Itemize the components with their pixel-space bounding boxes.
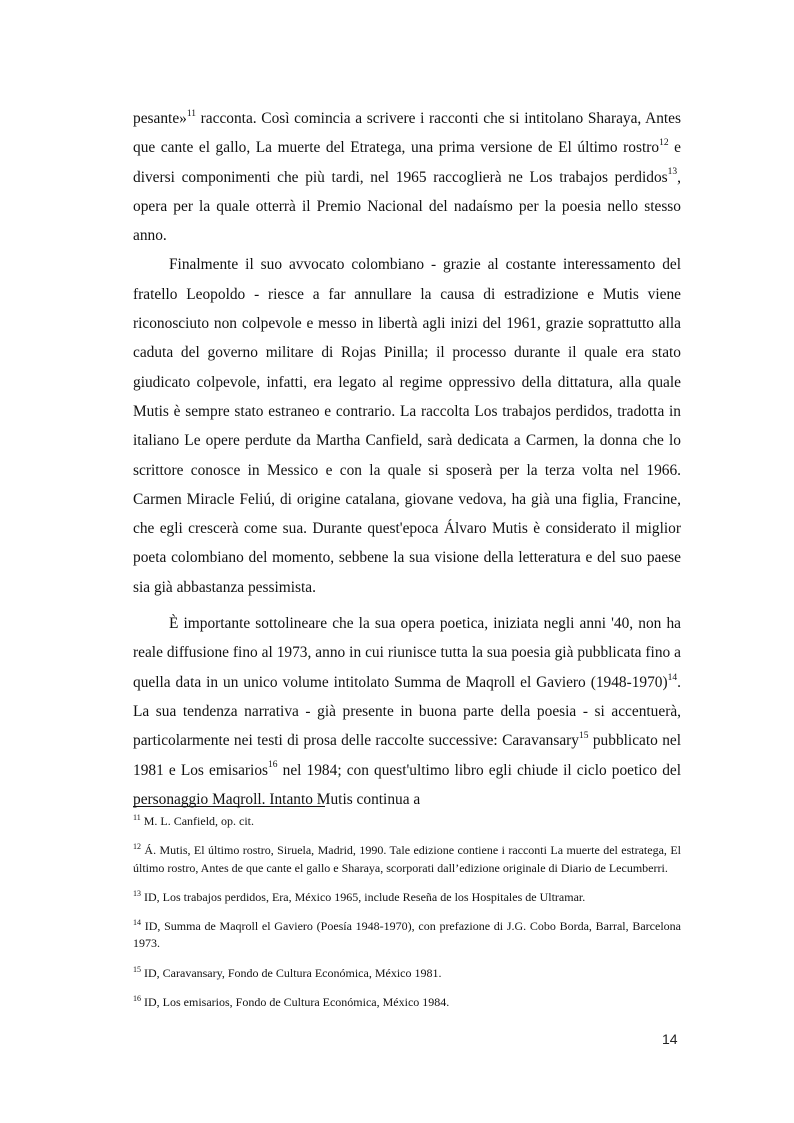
- footnote-number: 16: [133, 993, 141, 1003]
- page-number: 14: [662, 1031, 678, 1047]
- footnote-ref[interactable]: 14: [667, 672, 678, 683]
- footnote-number: 15: [133, 964, 141, 974]
- footnote-ref[interactable]: 15: [579, 731, 589, 742]
- paragraph-text: È importante sottolineare che la sua opera poetica, iniziata negli anni '40, non ha reale diffusione fino al 1973, anno in cui riunisce tutta la sua poesia già pubblicata fino a quella data in un unico volume intitolato Summa de Maqroll el Gaviero (1948-1970): [133, 615, 681, 691]
- footnote-ref[interactable]: 13: [667, 167, 678, 178]
- paragraph-text: pubblicato nel 1981 e Los emisarios: [133, 732, 681, 779]
- paragraph-3: [133, 609, 681, 814]
- footnotes: [133, 813, 681, 1023]
- body-text: [133, 104, 681, 814]
- footnote-number: 12: [133, 842, 141, 852]
- paragraph-text: nel 1984; con quest'ultimo libro egli chiude il ciclo poetico del personaggio Maqroll. Intanto Mutis continua a: [133, 761, 681, 808]
- paragraph-2: Finalmente il suo avvocato colombiano - grazie al costante interessamento del fratello Leopoldo - riesce a far annullare la causa di estradizione e Mutis viene riconosciuto non colpevole e messo in libertà agli inizi del 1961, grazie soprattutto alla caduta del governo militare di Rojas Pinilla; il processo durante il quale era stato giudicato colpevole, infatti, era legato al regime oppressivo della dittatura, alla quale Mutis è sempre stato estraneo e contrario. La raccolta Los trabajos perdidos, tradotta in italiano Le opere perdute da Martha Canfield, sarà dedicata a Carmen, la donna che lo scrittore conosce in Messico e con la quale si sposerà per la terza volta nel 1966. Carmen Miracle Feliú, di origine catalana, giovane vedova, ha già una figlia, Francine, che egli crescerà come sua. Durante quest'epoca Álvaro Mutis è considerato il miglior poeta colombiano del momento, sebbene la sua visione della letteratura e del suo paese sia già abbastanza pessimista.: [133, 256, 681, 596]
- footnote-text: Á. Mutis, El último rostro, Siruela, Madrid, 1990. Tale edizione contiene i racconti La muerte del estratega, El último rostro, Antes de que cante el gallo e Sharaya, scorporati dall’edizione originale di Diario de Lecumberri.: [133, 843, 681, 875]
- footnote-text: ID, Los trabajos perdidos, Era, México 1965, include Reseña de los Hospitales de Ultramar.: [141, 889, 586, 904]
- footnote-number: 13: [133, 888, 141, 898]
- footnote: [133, 889, 681, 907]
- footnote-ref[interactable]: 12: [659, 138, 669, 149]
- footnote-ref[interactable]: 16: [268, 760, 278, 771]
- footnote-text: ID, Caravansary, Fondo de Cultura Económica, México 1981.: [141, 965, 442, 980]
- paragraph-text: , opera per la quale otterrà il Premio Nacional del nadaísmo per la poesia nello stesso anno.: [133, 168, 681, 245]
- paragraph-text: pesante»: [133, 110, 187, 127]
- footnote-text: M. L. Canfield, op. cit.: [140, 814, 255, 828]
- footnote-text: ID, Los emisarios, Fondo de Cultura Económica, México 1984.: [141, 994, 450, 1009]
- footnote-text: ID, Summa de Maqroll el Gaviero (Poesía 1948-1970), con prefazione di J.G. Cobo Borda, Barral, Barcelona 1973.: [133, 918, 681, 951]
- paragraph-text: e diversi componimenti che più tardi, nel 1965 raccoglierà ne Los trabajos perdidos: [133, 139, 681, 186]
- footnote-number: 11: [133, 813, 141, 822]
- footnote: [133, 965, 681, 983]
- footnote: [133, 842, 681, 877]
- footnote-ref[interactable]: 11: [186, 108, 197, 119]
- footnote-divider: [133, 806, 325, 807]
- paragraph-1: [133, 104, 681, 250]
- footnote: [133, 994, 681, 1012]
- paragraph-text: racconta. Così comincia a scrivere i racconti che si intitolano Sharaya, Antes que cante el gallo, La muerte del Etratega, una prima versione de El último rostro: [133, 110, 681, 157]
- footnote-number: 14: [133, 917, 141, 927]
- paragraph-text: . La sua tendenza narrativa - già presente in buona parte della poesia - si accentuerà, particolarmente nei testi di prosa delle raccolte successive: Caravansary: [133, 673, 681, 750]
- footnote: [133, 918, 681, 953]
- footnote: [133, 813, 681, 831]
